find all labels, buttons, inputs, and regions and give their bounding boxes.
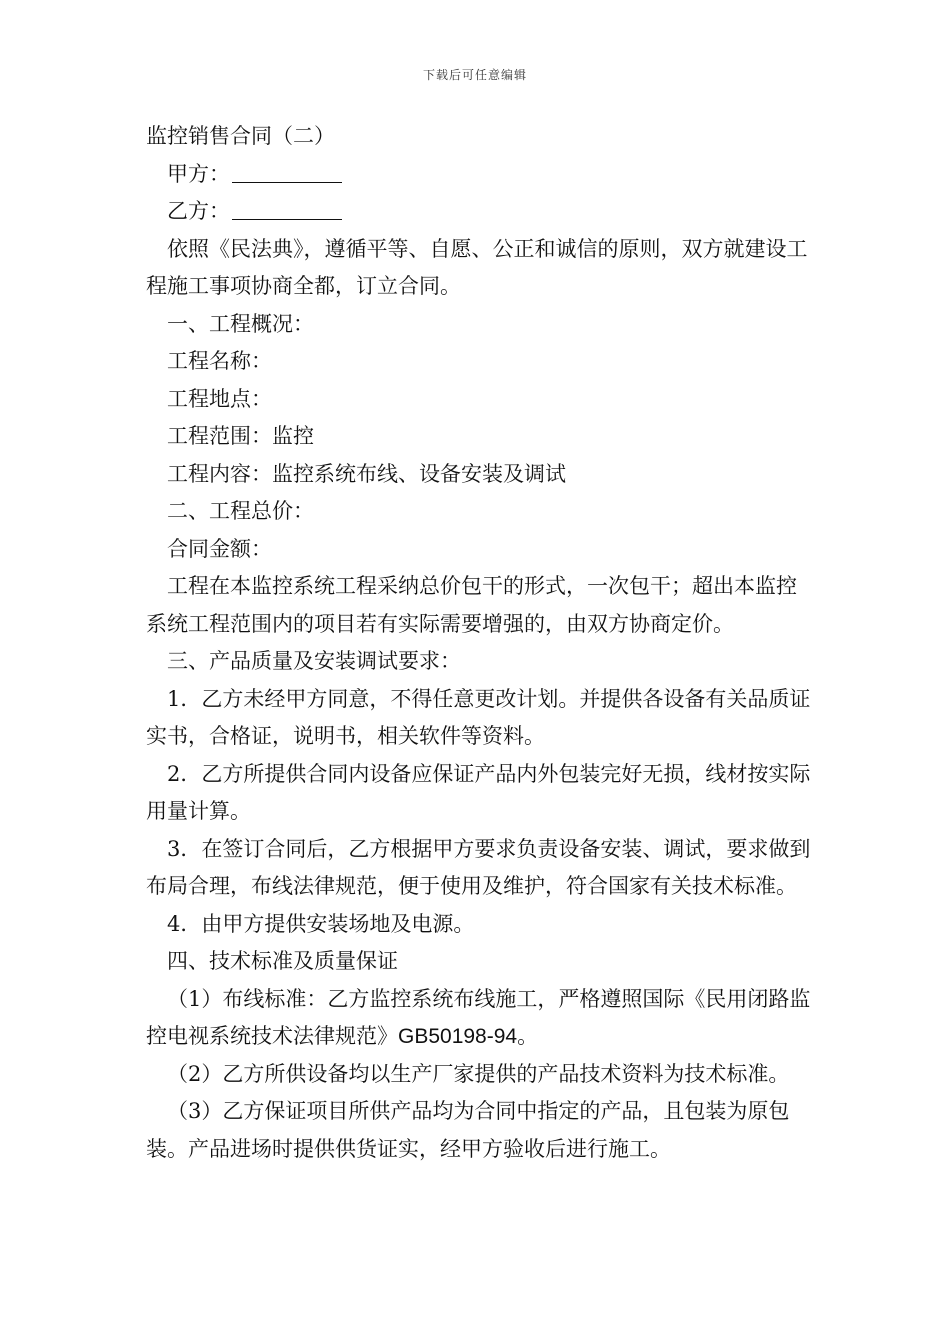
section3-item-3: 3．在签订合同后，乙方根据甲方要求负责设备安装、调试，要求做到布局合理，布线法律规范，便于使用及维护，符合国家有关技术标准。	[146, 836, 811, 898]
party-a-line	[146, 156, 816, 194]
section3-item-4: 4．由甲方提供安装场地及电源。	[167, 911, 475, 936]
section4-item-3: （3）乙方保证项目所供产品均为合同中指定的产品，且包装为原包装。产品进场时提供供货证实，经甲方验收后进行施工。	[146, 1099, 790, 1161]
section3-item-1: 1．乙方未经甲方同意，不得任意更改计划。并提供各设备有关品质证实书，合格证，说明书，相关软件等资料。	[146, 686, 811, 748]
contract-amount-line: 合同金额：	[167, 536, 272, 561]
pricing-paragraph: 工程在本监控系统工程采纳总价包干的形式，一次包干；超出本监控系统工程范围内的项目若有实际需要增强的，由双方协商定价。	[146, 574, 797, 636]
contract-title: 监控销售合同（二）	[146, 124, 335, 148]
project-scope-line: 工程范围：监控	[167, 424, 314, 448]
section1-heading: 一、工程概况：	[167, 311, 314, 336]
project-name-line: 工程名称：	[167, 349, 272, 373]
project-location-line: 工程地点：	[167, 386, 272, 411]
intro-paragraph: 依照《民法典》，遵循平等、自愿、公正和诚信的原则，双方就建设工程施工事项协商全都，订立合同。	[146, 236, 808, 298]
section4-item-1-end: 。	[517, 1024, 539, 1048]
section2-heading: 二、工程总价：	[167, 499, 314, 523]
standard-code: GB50198-94	[398, 1025, 518, 1048]
section4-heading: 四、技术标准及质量保证	[167, 949, 398, 973]
section4-item-1	[146, 981, 816, 1056]
section3-heading: 三、产品质量及安装调试要求：	[167, 649, 461, 673]
section4-item-1-text: （1）布线标准：乙方监控系统布线施工，严格遵照国际《民用闭路监控电视系统技术法律规范》	[146, 986, 811, 1048]
party-b-label: 乙方：	[167, 199, 230, 223]
section3-item-2: 2．乙方所提供合同内设备应保证产品内外包装完好无损，线材按实际用量计算。	[146, 761, 811, 823]
party-a-label: 甲方：	[167, 161, 230, 186]
party-b-blank	[232, 199, 342, 220]
page-header-note: 下载后可任意编辑	[422, 68, 527, 82]
project-content-line: 工程内容：监控系统布线、设备安装及调试	[167, 461, 566, 486]
party-b-line	[146, 193, 816, 231]
section4-item-2: （2）乙方所供设备均以生产厂家提供的产品技术资料为技术标准。	[167, 1061, 790, 1086]
contract-body	[146, 118, 816, 1168]
party-a-blank	[232, 162, 342, 183]
